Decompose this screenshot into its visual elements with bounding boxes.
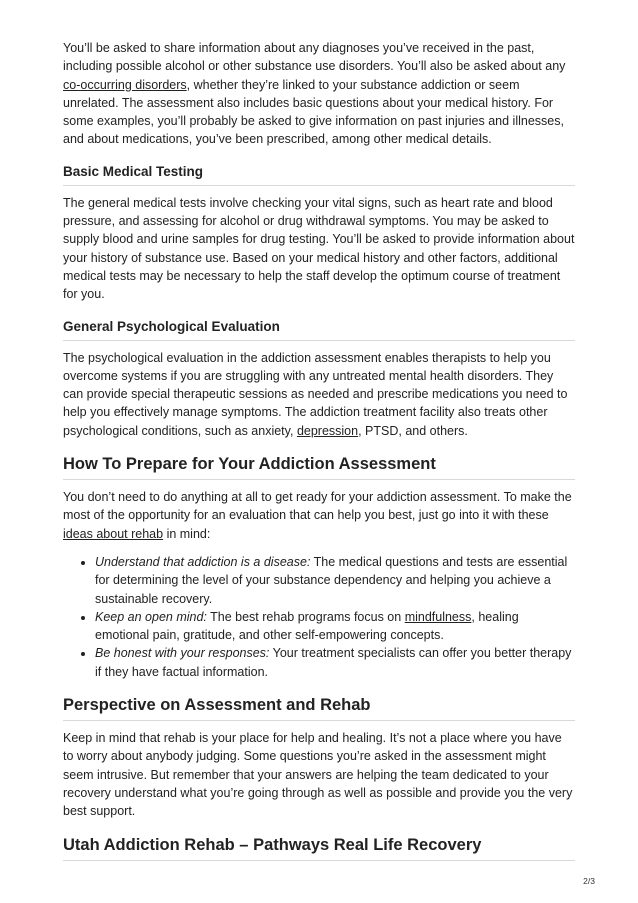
- perspective-paragraph: Keep in mind that rehab is your place for help and healing. It’s not a place where you have to worry about anybody judging. Some questions you’re asked in the assessment might seem intrusive. But remember that your answers are helping the team dedicated to your recovery understand what you’re going through as well as possible and provide you the very best support.: [63, 731, 573, 819]
- list-item: • Keep an open mind: The best rehab programs focus on mindfulness, healing emotional pain, gratitude, and other self-empowering concepts.: [95, 608, 575, 645]
- depression-link[interactable]: depression: [296, 423, 359, 438]
- co-occurring-disorders-link[interactable]: co-occurring disorders: [63, 77, 187, 92]
- psych-eval-paragraph: The psychological evaluation in the addiction assessment enables therapists to help you overcome systems if you are struggling with any untreated mental health disorders. They can provide special therapeutic sessions as needed and prescribe medications you need to help you effectively manage symptoms. The addiction treatment facility also treats other psychological conditions, such as anxiety, depression, PTSD, and others.: [63, 350, 568, 438]
- prepare-paragraph: You don’t need to do anything at all to get ready for your addiction assessment. To make the most of the opportunity for an evaluation that can help you best, just go into it with these ideas about rehab in mind:: [63, 490, 572, 541]
- perspective-heading: Perspective on Assessment and Rehab: [63, 695, 575, 721]
- utah-heading: Utah Addiction Rehab – Pathways Real Life Recovery: [63, 835, 575, 861]
- basic-medical-heading: Basic Medical Testing: [63, 163, 575, 186]
- prepare-heading: How To Prepare for Your Addiction Assessment: [63, 454, 575, 480]
- prepare-list: [63, 553, 575, 681]
- psych-eval-heading: General Psychological Evaluation: [63, 318, 575, 341]
- list-item: • Understand that addiction is a disease: The medical questions and tests are essential for determining the level of your substance dependency and helping you achieve a sustainable recovery.: [95, 553, 575, 608]
- list-item: • Be honest with your responses: Your treatment specialists can offer you better therapy if they have factual information.: [95, 644, 575, 681]
- intro-paragraph: You’ll be asked to share information about any diagnoses you’ve received in the past, including possible alcohol or other substance use disorders. You’ll also be asked about any co-occurring disorders, whether they’re linked to your substance addiction or seem unrelated. The assessment also includes basic questions about your medical history. For some examples, you’ll probably be asked to give information on past injuries and illnesses, and about medications, you’ve been prescribed, among other medical details.: [63, 41, 566, 147]
- page-number: 2/3: [583, 876, 595, 886]
- document-page: [63, 39, 575, 861]
- ideas-about-rehab-link[interactable]: ideas about rehab: [63, 526, 164, 541]
- basic-medical-paragraph: The general medical tests involve checking your vital signs, such as heart rate and blood pressure, and assessing for alcohol or drug withdrawal symptoms. You may be asked to supply blood and urine samples for drug testing. You’ll be asked to provide information about your history of substance use. Based on your medical history and other factors, additional medical tests may be necessary to help the staff develop the optimum course of treatment for you.: [63, 195, 575, 302]
- mindfulness-link[interactable]: mindfulness: [404, 609, 472, 624]
